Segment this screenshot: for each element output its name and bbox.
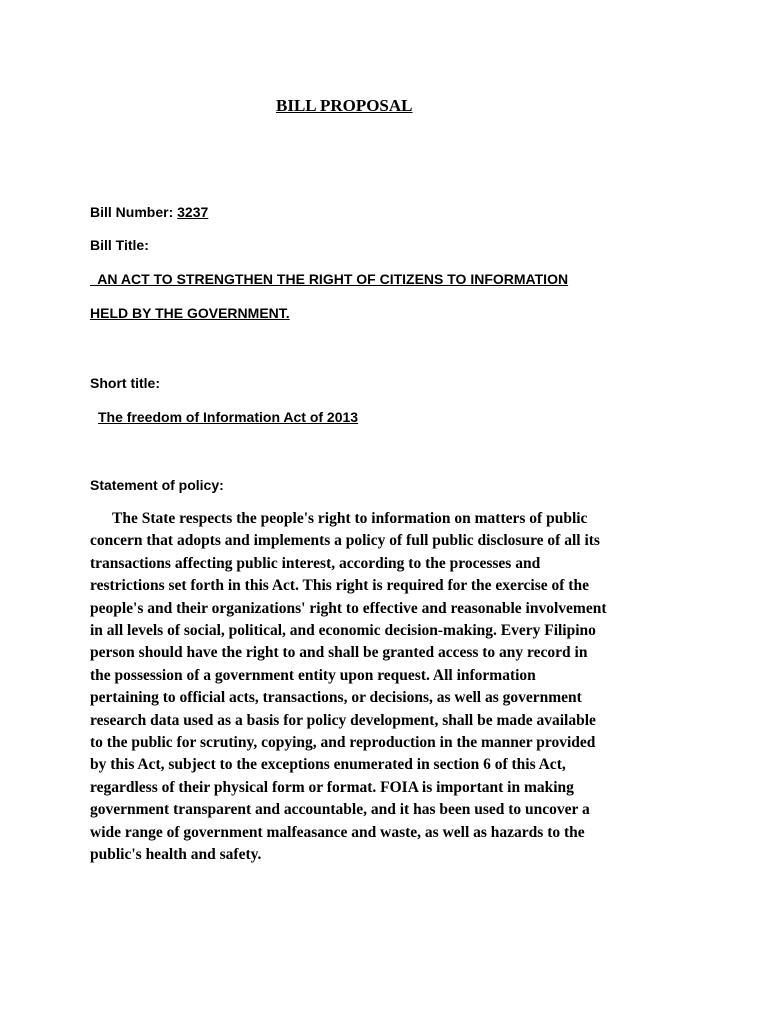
- policy-line: restrictions set forth in this Act. This right is required for the exercise of the: [90, 577, 589, 595]
- policy-label: Statement of policy:: [90, 477, 224, 493]
- policy-line: concern that adopts and implements a policy of full public disclosure of all its: [90, 532, 600, 550]
- policy-line: people's and their organizations' right to effective and reasonable involvement: [90, 599, 607, 617]
- policy-line: in all levels of social, political, and economic decision-making. Every Filipino: [90, 622, 596, 640]
- bill-title-label: Bill Title:: [90, 237, 149, 253]
- policy-line: research data used as a basis for policy development, shall be made available: [90, 711, 596, 729]
- policy-line: The State respects the people's right to information on matters of public: [112, 510, 588, 527]
- policy-line: to the public for scrutiny, copying, and reproduction in the manner provided: [90, 734, 596, 752]
- policy-line: wide range of government malfeasance and waste, as well as hazards to the: [90, 823, 585, 841]
- policy-line: public's health and safety.: [90, 846, 262, 864]
- short-title-value: The freedom of Information Act of 2013: [98, 409, 359, 425]
- policy-paragraph: [90, 508, 690, 867]
- bill-title-line-1: AN ACT TO STRENGTHEN THE RIGHT OF CITIZENS TO INFORMATION: [90, 271, 569, 287]
- policy-line: pertaining to official acts, transactions, or decisions, as well as government: [90, 689, 582, 707]
- bill-title-line-2: HELD BY THE GOVERNMENT.: [90, 305, 290, 321]
- bill-number-value: 3237: [177, 204, 209, 220]
- policy-line: person should have the right to and shall be granted access to any record in: [90, 644, 588, 662]
- short-title-label: Short title:: [90, 375, 160, 391]
- policy-line: the possession of a government entity upon request. All information: [90, 666, 536, 684]
- policy-line: transactions affecting public interest, according to the processes and: [90, 554, 541, 572]
- policy-line: government transparent and accountable, and it has been used to uncover a: [90, 801, 590, 819]
- policy-line: by this Act, subject to the exceptions enumerated in section 6 of this Act,: [90, 756, 566, 774]
- document-heading: BILL PROPOSAL: [276, 96, 413, 115]
- policy-line: regardless of their physical form or format. FOIA is important in making: [90, 778, 574, 796]
- bill-number-label: Bill Number:: [90, 204, 178, 220]
- bill-number-row: [90, 204, 208, 220]
